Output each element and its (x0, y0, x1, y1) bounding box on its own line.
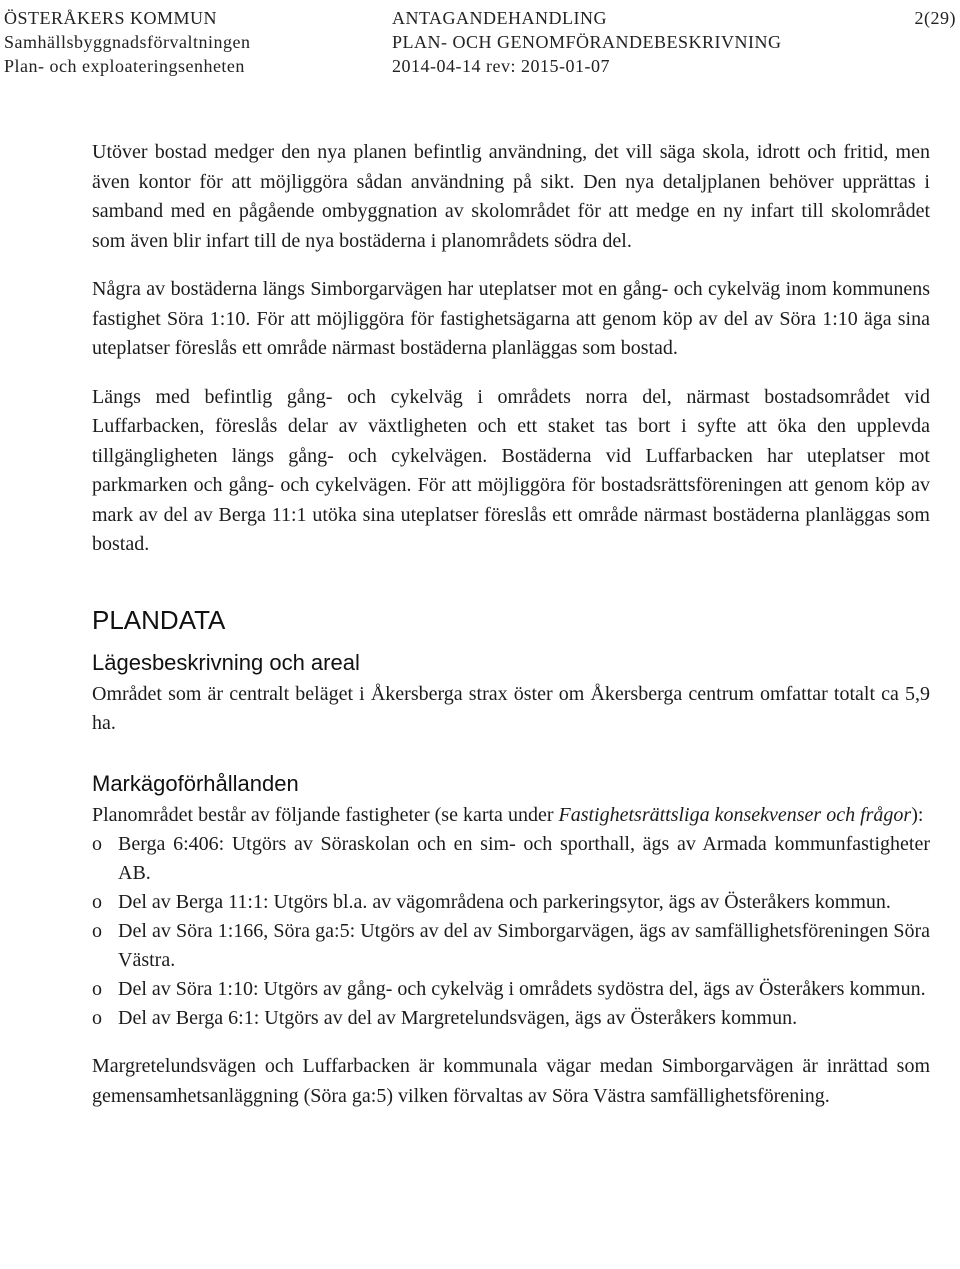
intro-text-before: Planområdet består av följande fastigheter (se karta under (92, 803, 559, 826)
header-organization (4, 6, 250, 78)
bullet-marker: o (92, 920, 102, 942)
property-sora-1-10: Del av Söra 1:10: Utgörs av gång- och cykelväg i områdets sydöstra del, ägs av Österåkers kommun. (118, 978, 926, 1000)
document-header (0, 6, 960, 86)
header-document-date: 2014-04-14 rev: 2015-01-07 (392, 56, 610, 76)
bullet-marker: o (92, 891, 102, 913)
header-page-number (915, 6, 957, 30)
property-berga-6-406: Berga 6:406: Utgörs av Söraskolan och en sim- och sporthall, ägs av Armada kommunfastigheter AB. (118, 833, 930, 884)
property-list-item (92, 975, 930, 1004)
header-document-title: PLAN- OCH GENOMFÖRANDEBESKRIVNING (392, 32, 782, 52)
bullet-marker: o (92, 1007, 102, 1029)
property-sora-1-166: Del av Söra 1:166, Söra ga:5: Utgörs av del av Simborgarvägen, ägs av samfällighetsföreningen Söra Västra. (118, 920, 930, 971)
document-body (92, 138, 930, 1111)
header-unit: Plan- och exploateringsenheten (4, 56, 245, 76)
subheading-land-ownership: Markägoförhållanden (92, 770, 299, 796)
page-number: 2(29) (914, 8, 956, 28)
property-list-item (92, 830, 930, 888)
paragraph-simborgarvagen: Några av bostäderna längs Simborgarvägen har uteplatser mot en gång- och cykelväg inom kommunens fastighet Söra 1:10. För att möjliggöra för fastighetsägarna att genom köp av del av Söra 1:10 äga sina uteplatser föreslås ett område närmast bostäderna planläggas som bostad. (92, 278, 930, 359)
property-berga-11-1: Del av Berga 11:1: Utgörs bl.a. av vägområdena och parkeringsytor, ägs av Österåkers kommun. (118, 891, 891, 913)
section-heading-plandata: PLANDATA (92, 604, 226, 635)
subheading-location-area: Lägesbeskrivning och areal (92, 649, 360, 675)
paragraph-land-use: Utöver bostad medger den nya planen befintlig användning, det vill säga skola, idrott och fritid, men även kontor för att möjliggöra sådan användning på sikt. Den nya detaljplanen behöver upprättas i samband med en pågående ombyggnation av skolområdet för att medge en ny infart till skolområdet som även blir infart till de nya bostäderna i planområdets södra del. (92, 141, 930, 252)
section-reference: Fastighetsrättsliga konsekvenser och frågor (558, 803, 912, 826)
header-department: Samhällsbyggnadsförvaltningen (4, 32, 251, 52)
header-document-info (392, 6, 782, 78)
property-berga-6-1: Del av Berga 6:1: Utgörs av del av Margretelundsvägen, ägs av Österåkers kommun. (118, 1007, 798, 1029)
intro-text-after: ): (911, 803, 924, 826)
paragraph-luffarbacken: Längs med befintlig gång- och cykelväg i områdets norra del, närmast bostadsområdet vid Luffarbacken, föreslås delar av växtligheten och ett staket tas bort i syfte att öka den upplevda tillgängligheten längs gång- och cykelvägen. Bostäderna vid Luffarbacken har uteplatser mot parkmarken och gång- och cykelvägen. För att möjliggöra för bostadsrättsföreningen att genom köp av mark av del av Berga 11:1 utöka sina uteplatser föreslås ett område närmast bostäderna planläggas som bostad. (92, 385, 930, 555)
header-municipality: ÖSTERÅKERS KOMMUN (4, 8, 218, 28)
paragraph-ownership-intro (92, 801, 930, 831)
header-document-status: ANTAGANDEHANDLING (392, 8, 608, 28)
bullet-marker: o (92, 833, 102, 855)
property-list-item (92, 888, 930, 917)
bullet-marker: o (92, 978, 102, 1000)
paragraph-location-area: Området som är centralt beläget i Åkersberga strax öster om Åkersberga centrum omfattar totalt ca 5,9 ha. (92, 682, 930, 734)
property-list-item (92, 1004, 930, 1033)
paragraph-roads-management: Margretelundsvägen och Luffarbacken är kommunala vägar medan Simborgarvägen är inrättad som gemensamhetsanläggning (Söra ga:5) vilken förvaltas av Söra Västra samfällighetsförening. (92, 1055, 930, 1107)
property-list-item (92, 917, 930, 975)
